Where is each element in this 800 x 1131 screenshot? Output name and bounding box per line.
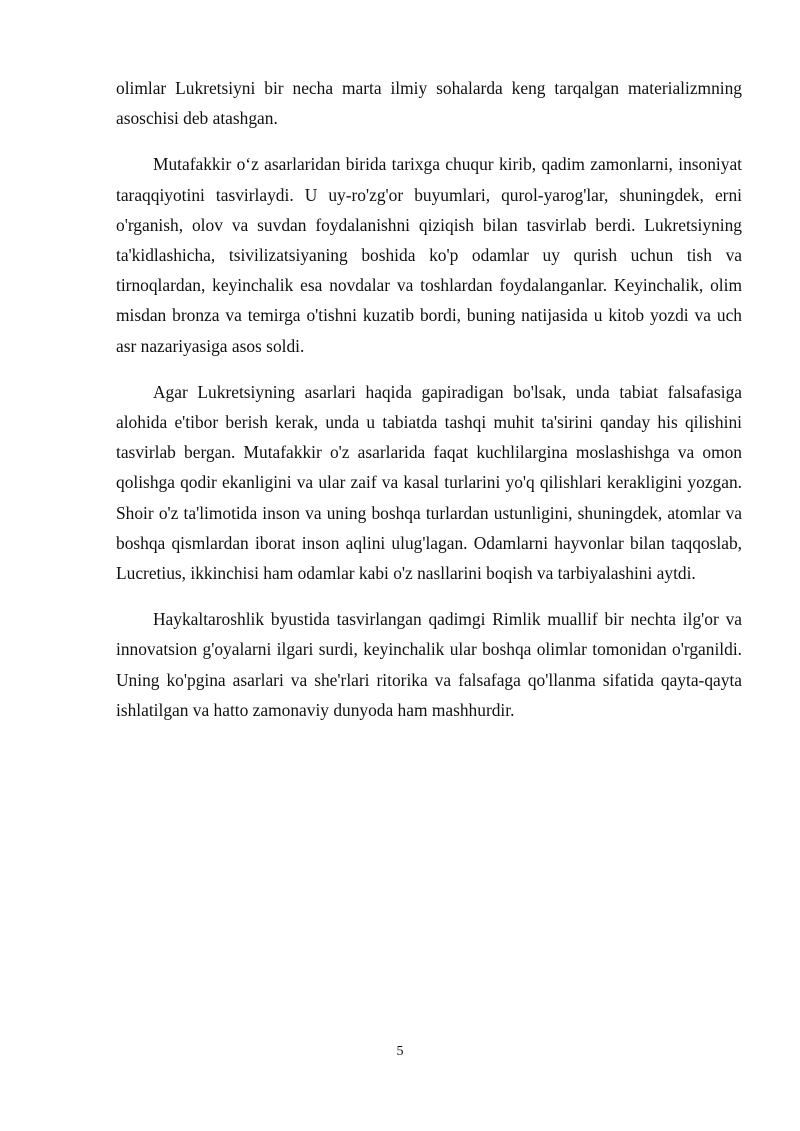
body-text <box>116 73 742 741</box>
page-number: 5 <box>396 1044 404 1059</box>
paragraph-4: Haykaltaroshlik byustida tasvirlangan qadimgi Rimlik muallif bir nechta ilg'or va innovatsion g'oyalarni ilgari surdi, keyinchalik ular boshqa olimlar tomonidan o'rganildi. Uning ko'pgina asarlari va she'rlari ritorika va falsafaga qo'llanma sifatida qayta-qayta ishlatilgan va hatto zamonaviy dunyoda ham mashhurdir. <box>116 609 742 720</box>
paragraph-3: Agar Lukretsiyning asarlari haqida gapiradigan bo'lsak, unda tabiat falsafasiga alohida e'tibor berish kerak, unda u tabiatda tashqi muhit ta'sirini qanday his qilishini tasvirlab bergan. Mutafakkir o'z asarlarida faqat kuchlilargina moslashishga va omon qolishga qodir ekanligini va ular zaif va kasal turlarini yo'q qilishlari kerakligini yozgan. Shoir o'z ta'limotida inson va uning boshqa turlardan ustunligini, shuningdek, atomlar va boshqa qismlardan iborat inson aqlini ulug'lagan. Odamlarni hayvonlar bilan taqqoslab, Lucretius, ikkinchisi ham odamlar kabi o'z nasllarini boqish va tarbiyalashini aytdi. <box>116 381 742 584</box>
paragraph-2: Mutafakkir o‘z asarlaridan birida tarixga chuqur kirib, qadim zamonlarni, insoniyat taraqqiyotini tasvirlaydi. U uy-ro'zg'or buyumlari, qurol-yarog'lar, shuningdek, erni o'rganish, olov va suvdan foydalanishni qiziqish bilan tasvirlab berdi. Lukretsiyning ta'kidlashicha, tsivilizatsiyaning boshida ko'p odamlar uy qurish uchun tish va tirnoqlardan, keyinchalik esa novdalar va toshlardan foydalanganlar. Keyinchalik, olim misdan bronza va temirga o'tishni kuzatib bordi, buning natijasida u kitob yozdi va uch asr nazariyasiga asos soldi. <box>116 154 742 356</box>
paragraph-1: olimlar Lukretsiyni bir necha marta ilmiy sohalarda keng tarqalgan materializmning asoschisi deb atashgan. <box>116 78 742 129</box>
